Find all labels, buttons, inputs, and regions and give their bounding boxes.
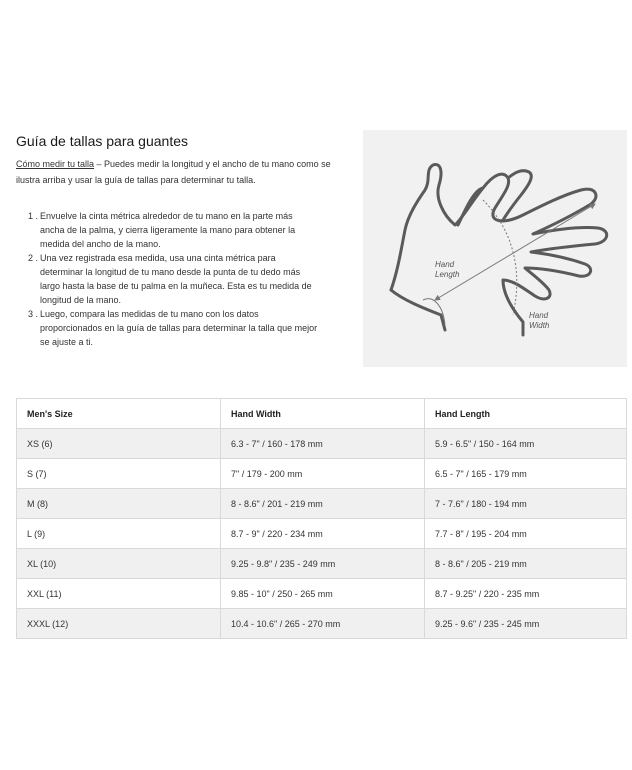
table-row <box>17 489 627 519</box>
table-row <box>17 579 627 609</box>
size-cell: XS (6) <box>17 429 221 459</box>
length-cell: 8 - 8.6" / 205 - 219 mm <box>425 549 627 579</box>
width-cell: 7" / 179 - 200 mm <box>221 459 425 489</box>
width-cell: 8 - 8.6" / 201 - 219 mm <box>221 489 425 519</box>
length-cell: 5.9 - 6.5" / 150 - 164 mm <box>425 429 627 459</box>
size-cell: XL (10) <box>17 549 221 579</box>
page-title: Guía de tallas para guantes <box>16 133 189 149</box>
size-cell: L (9) <box>17 519 221 549</box>
length-cell: 8.7 - 9.25" / 220 - 235 mm <box>425 579 627 609</box>
table-row <box>17 429 627 459</box>
step-number: 3 . <box>28 309 39 319</box>
table-header-row <box>17 399 627 429</box>
hand-length-label-1: Hand <box>435 260 455 269</box>
intro-text: – Puedes medir la longitud y el ancho de tu mano como se ilustra arriba y usar la guía de tallas para determinar tu talla. <box>16 159 331 185</box>
step-item <box>28 209 318 251</box>
how-to-measure-link[interactable]: Cómo medir tu talla <box>16 159 95 169</box>
intro-paragraph <box>16 156 336 188</box>
header-mens-size: Men's Size <box>17 399 221 429</box>
step-number: 2 . <box>28 253 39 263</box>
step-text: Una vez registrada esa medida, usa una cinta métrica para determinar la longitud de tu mano desde la punta de tu dedo más largo hasta la base de tu palma en la muñeca. Esta es tu medida de longitud de la mano. <box>40 253 312 305</box>
hand-measure-illustration <box>363 130 627 367</box>
size-cell: S (7) <box>17 459 221 489</box>
step-text: Luego, compara las medidas de tu mano con los datos proporcionados en la guía de tallas para determinar la talla que mejor se ajuste a ti. <box>40 309 318 347</box>
size-cell: M (8) <box>17 489 221 519</box>
size-cell: XXL (11) <box>17 579 221 609</box>
steps-list <box>28 209 318 349</box>
length-cell: 7 - 7.6" / 180 - 194 mm <box>425 489 627 519</box>
length-cell: 6.5 - 7" / 165 - 179 mm <box>425 459 627 489</box>
size-cell: XXXL (12) <box>17 609 221 639</box>
hand-outline-icon <box>363 130 627 367</box>
header-hand-length: Hand Length <box>425 399 627 429</box>
hand-width-label-1: Hand <box>529 311 549 320</box>
step-text: Envuelve la cinta métrica alrededor de tu mano en la parte más ancha de la palma, y cierra ligeramente la mano para obtener la medida del ancho de la mano. <box>40 211 296 249</box>
size-chart-table <box>16 398 627 639</box>
table-row <box>17 609 627 639</box>
step-item <box>28 307 318 349</box>
width-cell: 9.25 - 9.8" / 235 - 249 mm <box>221 549 425 579</box>
step-item <box>28 251 318 307</box>
hand-width-label-2: Width <box>529 321 550 330</box>
width-cell: 9.85 - 10" / 250 - 265 mm <box>221 579 425 609</box>
width-cell: 6.3 - 7" / 160 - 178 mm <box>221 429 425 459</box>
table-row <box>17 459 627 489</box>
length-cell: 9.25 - 9.6" / 235 - 245 mm <box>425 609 627 639</box>
table-row <box>17 519 627 549</box>
width-cell: 10.4 - 10.6" / 265 - 270 mm <box>221 609 425 639</box>
step-number: 1 . <box>28 211 39 221</box>
table-row <box>17 549 627 579</box>
header-hand-width: Hand Width <box>221 399 425 429</box>
hand-length-label-2: Length <box>435 270 460 279</box>
length-cell: 7.7 - 8" / 195 - 204 mm <box>425 519 627 549</box>
width-cell: 8.7 - 9" / 220 - 234 mm <box>221 519 425 549</box>
